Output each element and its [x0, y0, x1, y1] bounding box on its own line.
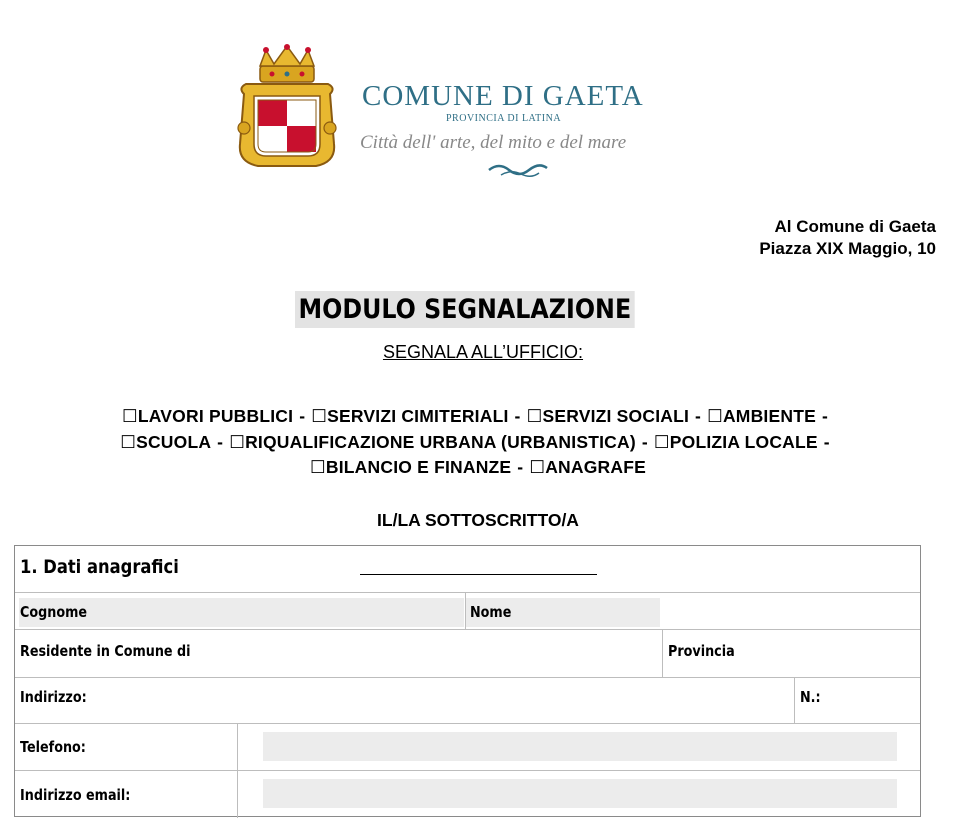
- office-option[interactable]: [529, 457, 646, 477]
- telefono-input[interactable]: [263, 732, 897, 761]
- indirizzo-input[interactable]: [105, 678, 793, 722]
- separator: -: [217, 432, 224, 452]
- office-label: SERVIZI CIMITERIALI: [327, 406, 509, 426]
- org-subtitle: PROVINCIA DI LATINA: [446, 113, 562, 124]
- numero-input[interactable]: [827, 678, 920, 722]
- email-input[interactable]: [263, 779, 897, 808]
- office-option[interactable]: [229, 432, 636, 452]
- office-options-line-1: [0, 406, 956, 427]
- office-label: SCUOLA: [136, 432, 212, 452]
- office-label: RIQUALIFICAZIONE URBANA (URBANISTICA): [245, 432, 636, 452]
- coat-of-arms-icon: [236, 44, 338, 176]
- addressee-line-2: Piazza XIX Maggio, 10: [759, 239, 936, 258]
- personal-data-form: [14, 545, 921, 817]
- nome-label: Nome: [470, 603, 512, 621]
- office-options-line-2: [0, 432, 956, 453]
- cognome-label: Cognome: [20, 603, 88, 621]
- separator: -: [641, 432, 648, 452]
- office-label: AMBIENTE: [722, 406, 816, 426]
- column-divider: [237, 723, 238, 818]
- office-options-line-3: [0, 457, 956, 478]
- office-option[interactable]: [654, 432, 818, 452]
- undersigned-heading: IL/LA SOTTOSCRITTO/A: [377, 510, 579, 530]
- office-option[interactable]: [707, 406, 816, 426]
- checkbox[interactable]: ☐: [310, 457, 326, 477]
- row-divider: [15, 723, 920, 724]
- provincia-input[interactable]: [755, 630, 920, 676]
- separator: -: [299, 406, 306, 426]
- office-option[interactable]: [527, 406, 689, 426]
- checkbox[interactable]: ☐: [529, 457, 546, 477]
- indirizzo-label: Indirizzo:: [20, 688, 87, 706]
- separator: -: [514, 406, 521, 426]
- form-subtitle: SEGNALA ALL’UFFICIO:: [382, 342, 584, 362]
- separator: -: [823, 432, 830, 452]
- checkbox[interactable]: ☐: [311, 406, 328, 426]
- office-option[interactable]: [120, 432, 211, 452]
- provincia-label: Provincia: [668, 642, 735, 660]
- separator: -: [821, 406, 828, 426]
- office-label: SERVIZI SOCIALI: [542, 406, 690, 426]
- column-divider: [662, 629, 663, 677]
- org-motto: Città dell' arte, del mito e del mare: [360, 132, 627, 153]
- residente-input[interactable]: [195, 630, 661, 676]
- heading-underline: [360, 574, 597, 575]
- wave-ornament-icon: [487, 160, 549, 178]
- column-divider: [794, 677, 795, 723]
- org-name: COMUNE DI GAETA: [362, 80, 644, 112]
- section-heading: 1. Dati anagrafici: [20, 556, 179, 578]
- addressee-line-1: Al Comune di Gaeta: [774, 217, 936, 236]
- checkbox[interactable]: ☐: [229, 432, 246, 452]
- row-divider: [15, 770, 920, 771]
- office-label: ANAGRAFE: [545, 457, 646, 477]
- form-title: MODULO SEGNALAZIONE: [295, 291, 635, 328]
- nome-input[interactable]: [661, 593, 920, 628]
- checkbox[interactable]: ☐: [653, 432, 670, 452]
- email-label: Indirizzo email:: [20, 786, 131, 804]
- numero-label: N.:: [800, 688, 821, 706]
- separator: -: [517, 457, 524, 477]
- checkbox[interactable]: ☐: [120, 432, 137, 452]
- checkbox[interactable]: ☐: [707, 406, 723, 426]
- office-option[interactable]: [311, 406, 508, 426]
- checkbox[interactable]: ☐: [121, 406, 138, 426]
- telefono-label: Telefono:: [20, 738, 86, 756]
- office-label: LAVORI PUBBLICI: [137, 406, 294, 426]
- separator: -: [695, 406, 702, 426]
- office-label: BILANCIO E FINANZE: [325, 457, 512, 477]
- office-option[interactable]: [122, 406, 293, 426]
- office-option[interactable]: [310, 457, 511, 477]
- residente-label: Residente in Comune di: [20, 642, 191, 660]
- checkbox[interactable]: ☐: [526, 406, 543, 426]
- office-label: POLIZIA LOCALE: [669, 432, 818, 452]
